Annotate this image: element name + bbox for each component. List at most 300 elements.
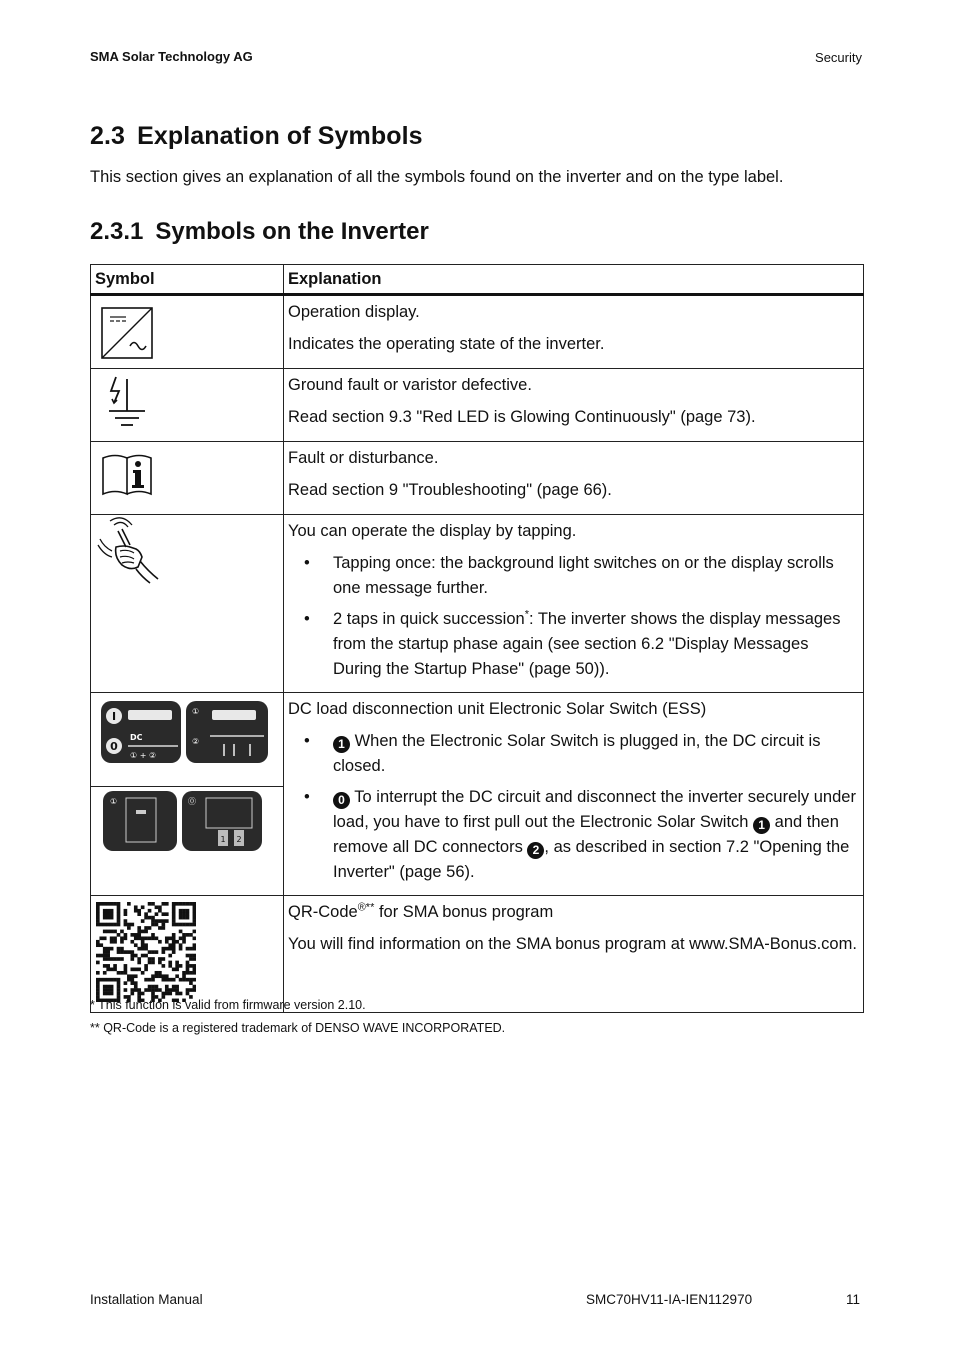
qr-module [106,957,110,961]
qr-module [175,992,179,996]
qr-module [158,988,162,992]
qr-module [127,923,131,927]
qr-module [168,943,172,947]
section-title: Explanation of Symbols [137,122,423,150]
qr-module [162,957,166,961]
explanation-text: Read section 9.3 "Red LED is Glowing Continuously" (page 73). [288,408,756,426]
explanation-text: You can operate the display by tapping. [288,522,577,540]
qr-module [130,978,134,982]
qr-module [155,923,159,927]
qr-module [155,988,159,992]
qr-module [172,912,176,916]
section-heading [90,122,423,151]
qr-module [144,936,148,940]
table-row [91,515,864,693]
operation-display-icon [100,306,160,366]
qr-module [110,902,114,906]
qr-module [137,961,141,965]
qr-module [158,957,162,961]
qr-module [179,912,183,916]
qr-module [120,957,124,961]
qr-module [193,943,196,947]
qr-module [151,919,155,923]
qr-module [96,902,100,906]
qr-module [155,919,159,923]
qr-module [168,988,172,992]
qr-module [193,978,196,982]
qr-module [99,923,103,927]
qr-module [165,974,169,978]
qr-module [193,919,196,923]
qr-module [168,992,172,996]
qr-module [165,912,169,916]
ess-switch-icon [100,700,270,766]
qr-module [96,954,100,958]
qr-module [103,964,107,968]
qr-module [172,978,176,982]
qr-module [137,912,141,916]
qr-module [103,947,107,951]
qr-module [106,909,110,913]
qr-module [130,954,134,958]
qr-module [117,919,121,923]
qr-module [179,992,183,996]
qr-module [172,902,176,906]
qr-module [162,923,166,927]
qr-module [155,974,159,978]
qr-module [141,919,145,923]
qr-module [103,957,107,961]
list-item-text: , as described in section 7.2 "Opening the Inverter" (page 56). [333,838,850,881]
qr-module [193,947,196,951]
qr-module [172,940,176,944]
qr-module [182,974,186,978]
qr-module [179,902,183,906]
qr-module [179,923,183,927]
symbols-table [90,264,864,1013]
qr-module [144,964,148,968]
number-badge: 1 [333,736,350,753]
qr-module [106,978,110,982]
qr-code-icon [96,902,196,1002]
qr-module [137,968,141,972]
qr-module [193,912,196,916]
qr-module [151,902,155,906]
table-row [91,295,864,369]
qr-module [158,971,162,975]
qr-module [168,978,172,982]
qr-module [172,947,176,951]
qr-module [182,971,186,975]
svg-text:I: I [111,710,117,723]
qr-module [186,947,190,951]
qr-module [137,992,141,996]
qr-module [103,971,107,975]
qr-module [117,988,121,992]
qr-module [103,923,107,927]
qr-module [182,912,186,916]
qr-module [103,978,107,982]
qr-module [182,923,186,927]
qr-module [148,961,152,965]
number-badge: 0 [333,792,350,809]
qr-module [141,905,145,909]
qr-module [172,923,176,927]
qr-module [193,985,196,989]
qr-module [148,902,152,906]
trademark-mark: ®** [357,901,375,914]
svg-text:①: ① [192,707,200,716]
qr-module [120,940,124,944]
explanation-text: Ground fault or varistor defective. [288,376,532,394]
explanation-text [288,900,857,925]
list-item-text: : The inverter shows the display messages from the startup phase again (see section 6.2 "Display Messages During the Startup Phase" (page 50)). [333,610,841,678]
qr-module [155,950,159,954]
qr-module [144,968,148,972]
qr-module [113,902,117,906]
qr-module [117,905,121,909]
qr-module [148,926,152,930]
qr-module [162,964,166,968]
qr-module [110,947,114,951]
qr-module [189,971,193,975]
qr-module [186,964,190,968]
qr-module [130,950,134,954]
qr-module [120,947,124,951]
list-item-text: To interrupt the DC circuit and disconnect the inverter securely under load, you have to first pull out the Electronic Solar Switch [333,788,856,831]
qr-module [106,992,110,996]
explanation-cell [284,295,864,369]
qr-module [162,974,166,978]
bullet: • [304,554,310,572]
explanation-text: Operation display. [288,303,420,321]
qr-module [193,954,196,958]
qr-module [182,933,186,937]
qr-module [134,909,138,913]
table-row [91,693,864,896]
qr-module [189,947,193,951]
qr-module [124,968,128,972]
qr-module [110,978,114,982]
qr-module [175,940,179,944]
qr-module [130,940,134,944]
qr-code-label: QR-Code [288,903,358,921]
svg-text:1: 1 [220,835,226,844]
qr-module [134,985,138,989]
qr-module [151,923,155,927]
qr-module [175,964,179,968]
qr-module [148,988,152,992]
qr-module [189,933,193,937]
qr-module [110,957,114,961]
qr-module [137,957,141,961]
qr-module [155,912,159,916]
qr-module [96,923,100,927]
qr-module [96,940,100,944]
qr-module [144,916,148,920]
qr-module [182,902,186,906]
qr-module [141,936,145,940]
qr-module [186,933,190,937]
qr-module [127,926,131,930]
qr-module [189,964,193,968]
qr-module [165,978,169,982]
qr-module [193,988,196,992]
qr-module [151,957,155,961]
symbol-cell [91,515,284,693]
qr-module [130,968,134,972]
qr-module [172,950,176,954]
qr-module [168,947,172,951]
qr-module [103,902,107,906]
qr-module [168,936,172,940]
qr-module [141,992,145,996]
qr-module [172,985,176,989]
qr-module [193,957,196,961]
qr-module [137,988,141,992]
qr-module [158,909,162,913]
qr-module [193,916,196,920]
subsection-heading [90,218,429,246]
qr-module [124,981,128,985]
qr-module [165,988,169,992]
qr-module [117,909,121,913]
qr-module [144,926,148,930]
qr-module [99,943,103,947]
column-header-symbol: Symbol [91,265,284,295]
bullet: • [304,732,310,750]
qr-module [165,940,169,944]
qr-module [148,936,152,940]
explanation-text: DC load disconnection unit Electronic Solar Switch (ESS) [288,700,707,718]
svg-text:⓪: ⓪ [188,797,196,806]
qr-module [124,923,128,927]
qr-module [96,985,100,989]
explanation-cell [284,369,864,442]
qr-module [117,992,121,996]
qr-module [179,947,183,951]
tap-hand-icon [96,517,162,587]
qr-module [182,916,186,920]
qr-module [110,936,114,940]
chapter-name: Security [815,50,862,65]
qr-module [117,916,121,920]
qr-module [193,930,196,934]
list-item-text: Tapping once: the background light switches on or the display scrolls one message further. [333,554,834,597]
bullet-list [288,729,857,885]
qr-module [175,923,179,927]
svg-text:① + ②: ① + ② [130,751,157,760]
qr-module [96,971,100,975]
qr-module [158,905,162,909]
qr-module [110,988,114,992]
qr-module [103,930,107,934]
qr-module [186,912,190,916]
qr-module [120,950,124,954]
qr-module [96,909,100,913]
list-item [288,785,857,885]
qr-module [106,964,110,968]
qr-module [120,930,124,934]
qr-module [134,936,138,940]
qr-module [137,909,141,913]
qr-module [144,930,148,934]
manual-info-icon [100,450,160,500]
qr-module [168,964,172,968]
qr-module [165,992,169,996]
section-intro: This section gives an explanation of all the symbols found on the inverter and on the type label. [90,168,784,186]
qr-module [106,916,110,920]
qr-module [110,985,114,989]
qr-module [99,902,103,906]
qr-module [117,978,121,982]
qr-module [162,992,166,996]
qr-module [99,936,103,940]
qr-module [130,992,134,996]
list-item-text: and then remove all DC connectors [333,813,839,856]
qr-module [189,957,193,961]
qr-module [106,947,110,951]
qr-module [182,940,186,944]
qr-module [110,923,114,927]
qr-module [113,940,117,944]
qr-module [96,905,100,909]
qr-module [137,926,141,930]
explanation-cell [284,515,864,693]
qr-module [106,923,110,927]
qr-module [186,968,190,972]
qr-module [172,909,176,913]
qr-module [189,988,193,992]
qr-module [130,974,134,978]
qr-module [127,902,131,906]
qr-module [106,902,110,906]
qr-module [179,930,183,934]
qr-module [117,950,121,954]
qr-module [113,964,117,968]
qr-module [151,961,155,965]
qr-module [110,968,114,972]
qr-module [151,978,155,982]
qr-module [193,909,196,913]
explanation-text: Fault or disturbance. [288,449,439,467]
qr-module [186,992,190,996]
qr-module [179,964,183,968]
qr-module [134,943,138,947]
qr-module [165,947,169,951]
qr-module [103,912,107,916]
qr-module [120,936,124,940]
qr-module [165,985,169,989]
qr-module [113,923,117,927]
bullet: • [304,788,310,806]
qr-module [158,919,162,923]
qr-module [148,909,152,913]
qr-module [134,905,138,909]
qr-module [155,905,159,909]
qr-module [175,968,179,972]
qr-module [113,968,117,972]
qr-module [124,919,128,923]
qr-module [144,954,148,958]
qr-module [179,936,183,940]
svg-text:①: ① [110,797,118,806]
qr-module [117,933,121,937]
table-row [91,896,864,1013]
qr-module [110,916,114,920]
qr-module [179,943,183,947]
page-number: 11 [845,1292,860,1307]
qr-module [165,902,169,906]
explanation-text: You will find information on the SMA bonus program at www.SMA-Bonus.com. [288,935,857,953]
qr-module [158,961,162,965]
qr-module [106,912,110,916]
qr-module [96,988,100,992]
explanation-cell [284,442,864,515]
qr-module [106,950,110,954]
qr-module [158,974,162,978]
qr-module [103,909,107,913]
qr-module [96,912,100,916]
symbol-cell [91,369,284,442]
qr-module [151,974,155,978]
qr-code-caption: for SMA bonus program [374,903,554,921]
qr-module [141,971,145,975]
qr-module [151,916,155,920]
qr-module [134,981,138,985]
qr-module [175,961,179,965]
qr-module [172,988,176,992]
qr-module [106,930,110,934]
qr-module [96,978,100,982]
qr-module [158,940,162,944]
qr-module [134,933,138,937]
qr-module [117,971,121,975]
qr-module [148,978,152,982]
qr-module [117,957,121,961]
qr-module [151,936,155,940]
qr-module [175,902,179,906]
footnote-mark: * [524,608,529,621]
qr-module [137,933,141,937]
qr-module [127,978,131,982]
qr-module [96,992,100,996]
qr-module [130,988,134,992]
qr-module [103,985,107,989]
qr-module [124,909,128,913]
svg-text:0: 0 [110,740,118,753]
ess-device-icon [102,790,264,852]
qr-module [172,968,176,972]
qr-module [117,947,121,951]
qr-module [141,930,145,934]
explanation-text: Indicates the operating state of the inverter. [288,335,605,353]
number-badge: 1 [753,817,770,834]
qr-module [117,902,121,906]
qr-module [162,978,166,982]
list-item [288,551,857,601]
symbol-cell [91,693,284,896]
doc-type: Installation Manual [90,1292,203,1307]
company-name: SMA Solar Technology AG [90,49,253,64]
qr-module [151,985,155,989]
qr-module [103,988,107,992]
qr-module [144,947,148,951]
qr-module [130,923,134,927]
qr-module [99,954,103,958]
qr-module [148,916,152,920]
qr-module [110,930,114,934]
